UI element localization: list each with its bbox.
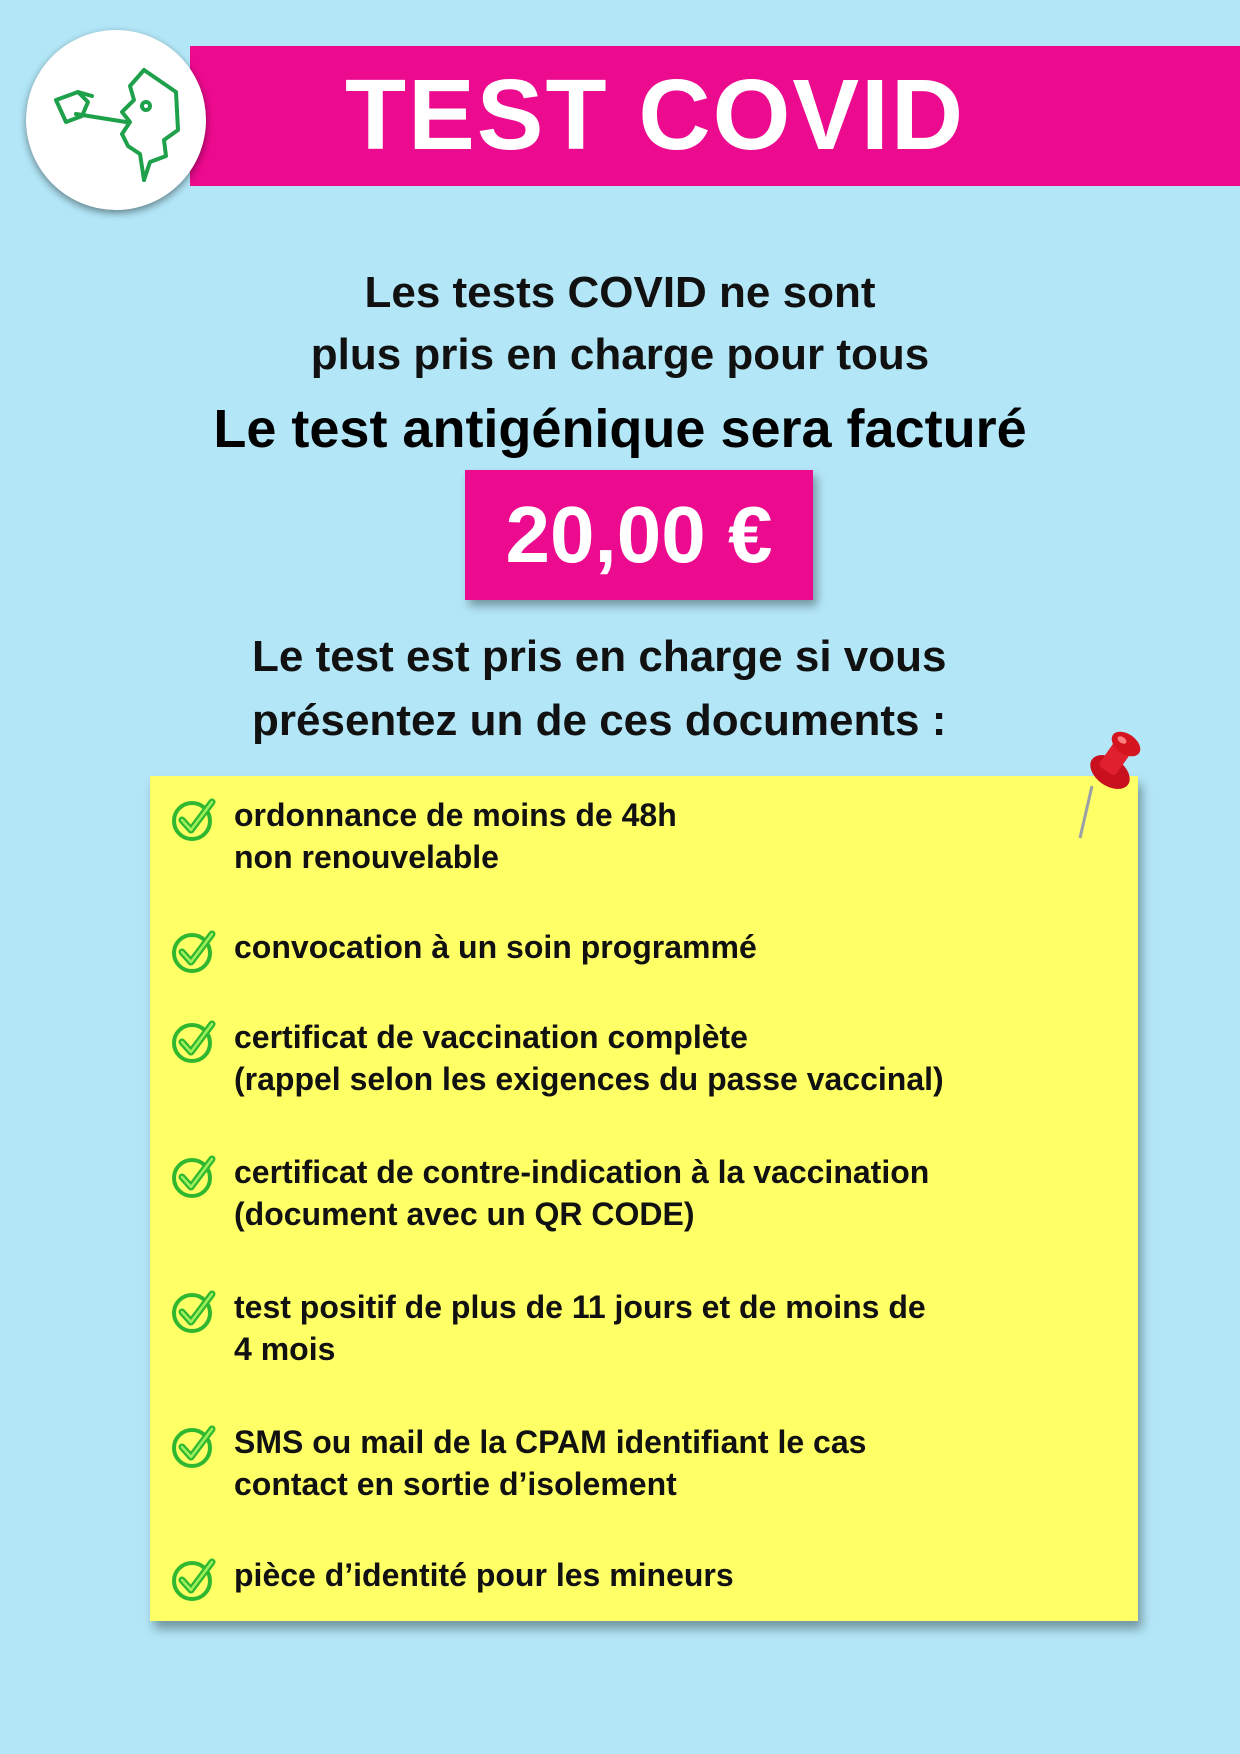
checkmark-icon	[168, 1554, 224, 1610]
item-text: convocation à un soin programmé	[234, 929, 757, 965]
checkmark-icon	[168, 1016, 224, 1072]
item-text: pièce d’identité pour les mineurs	[234, 1557, 734, 1593]
header-banner	[190, 46, 1240, 186]
item-text: (document avec un QR CODE)	[234, 1196, 695, 1232]
item-text: certificat de vaccination complète	[234, 1019, 748, 1055]
item-text: contact en sortie d’isolement	[234, 1466, 677, 1502]
item-text: non renouvelable	[234, 839, 499, 875]
documents-note	[150, 776, 1138, 1621]
list-item	[168, 794, 1118, 878]
intro-headline: Le test antigénique sera facturé	[213, 399, 1027, 459]
page-title: TEST COVID	[345, 59, 966, 171]
intro-line: plus pris en charge pour tous	[310, 330, 930, 379]
list-item	[168, 1286, 1118, 1370]
item-text: ordonnance de moins de 48h	[234, 797, 677, 833]
item-text: certificat de contre-indication à la vaccination	[234, 1154, 930, 1190]
item-text: test positif de plus de 11 jours et de moins de	[234, 1289, 926, 1325]
intro-line: Les tests COVID ne sont	[364, 268, 876, 317]
item-text: SMS ou mail de la CPAM identifiant le cas	[234, 1424, 867, 1460]
list-item	[168, 1554, 1118, 1610]
checkmark-icon	[168, 1286, 224, 1342]
checkmark-icon	[168, 926, 224, 982]
price-value: 20,00 €	[505, 490, 773, 579]
item-text: 4 mois	[234, 1331, 336, 1367]
checkmark-icon	[168, 794, 224, 850]
nasal-swab-test-icon	[26, 30, 206, 210]
item-text: (rappel selon les exigences du passe vaccinal)	[234, 1061, 944, 1097]
conditions-line: présentez un de ces documents :	[252, 696, 947, 745]
price-badge	[465, 470, 813, 600]
list-item	[168, 1421, 1118, 1505]
list-item	[168, 926, 1118, 982]
pushpin-icon	[1070, 728, 1150, 848]
list-item	[168, 1016, 1118, 1100]
conditions-line: Le test est pris en charge si vous	[252, 632, 947, 681]
list-item	[168, 1151, 1118, 1235]
checkmark-icon	[168, 1151, 224, 1207]
checkmark-icon	[168, 1421, 224, 1477]
